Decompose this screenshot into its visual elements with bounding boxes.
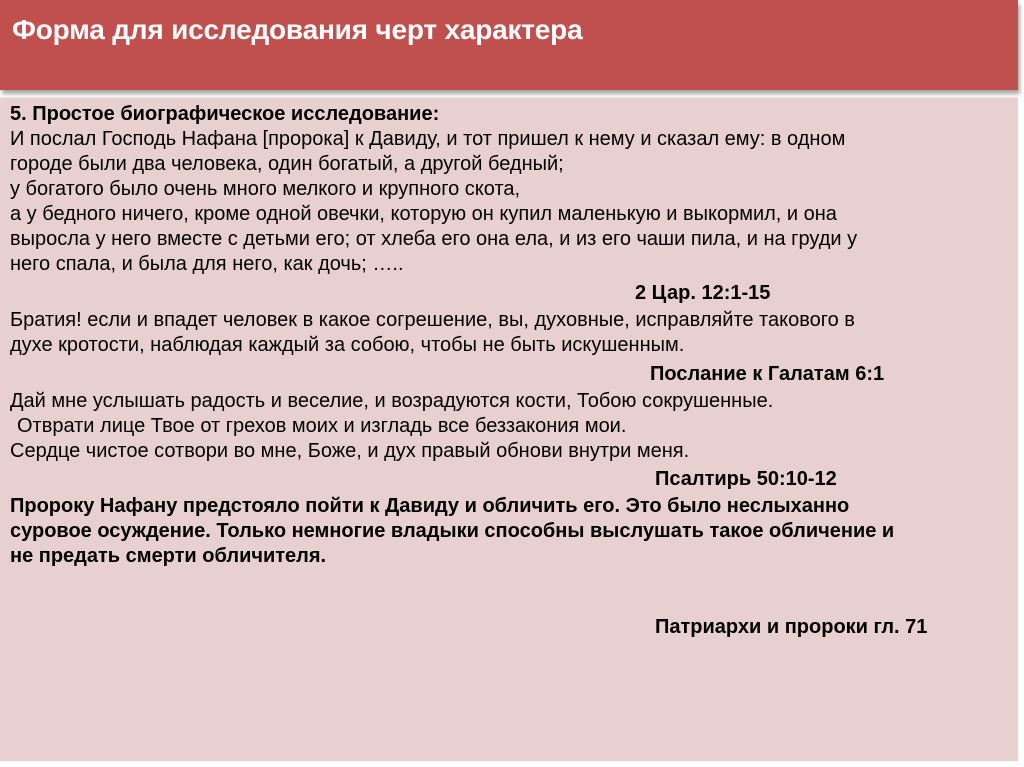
paragraph-3-line: Сердце чистое сотвори во мне, Боже, и дух правый обнови внутри меня. <box>10 440 690 462</box>
paragraph-1-line: городе были два человека, один богатый, а другой бедный; <box>10 153 564 175</box>
paragraph-2-line: духе кротости, наблюдая каждый за собою, чтобы не быть искушенным. <box>10 334 685 356</box>
paragraph-1-line: а у бедного ничего, кроме одной овечки, которую он купил маленькую и выкормил, и она <box>10 203 837 225</box>
paragraph-1-line: выросла у него вместе с детьми его; от хлеба его она ела, и из его чаши пила, и на груди у <box>10 228 858 250</box>
paragraph-1-line: него спала, и была для него, как дочь; ….. <box>10 253 404 275</box>
content-panel <box>0 97 1018 761</box>
scripture-reference-2: Послание к Галатам 6:1 <box>650 363 885 385</box>
book-reference: Патриархи и пророки гл. 71 <box>655 616 928 638</box>
paragraph-3-line: Дай мне услышать радость и веселие, и возрадуются кости, Тобою сокрушенные. <box>10 390 774 412</box>
scripture-reference-3: Псалтирь 50:10-12 <box>655 468 837 490</box>
paragraph-1-line: И послал Господь Нафана [пророка] к Давиду, и тот пришел к нему и сказал ему: в одном <box>10 128 846 150</box>
title-bar <box>0 0 1018 90</box>
paragraph-3-line: Отврати лице Твое от грехов моих и изгладь все беззакония мои. <box>17 415 627 437</box>
paragraph-4-line: суровое осуждение. Только немногие владыки способны выслушать такое обличение и <box>10 520 895 542</box>
section-heading: 5. Простое биографическое исследование: <box>10 103 440 125</box>
text-block <box>10 102 1010 640</box>
paragraph-4-line: Пророку Нафану предстояло пойти к Давиду и обличить его. Это было неслыханно <box>10 495 850 517</box>
paragraph-2-line: Братия! если и впадет человек в какое согрешение, вы, духовные, исправляйте такового в <box>10 309 855 331</box>
paragraph-1-line: у богатого было очень много мелкого и крупного скота, <box>10 178 521 200</box>
slide-title: Форма для исследования черт характера <box>12 14 583 45</box>
paragraph-4-line: не предать смерти обличителя. <box>10 545 327 567</box>
scripture-reference-1: 2 Цар. 12:1-15 <box>635 282 771 304</box>
